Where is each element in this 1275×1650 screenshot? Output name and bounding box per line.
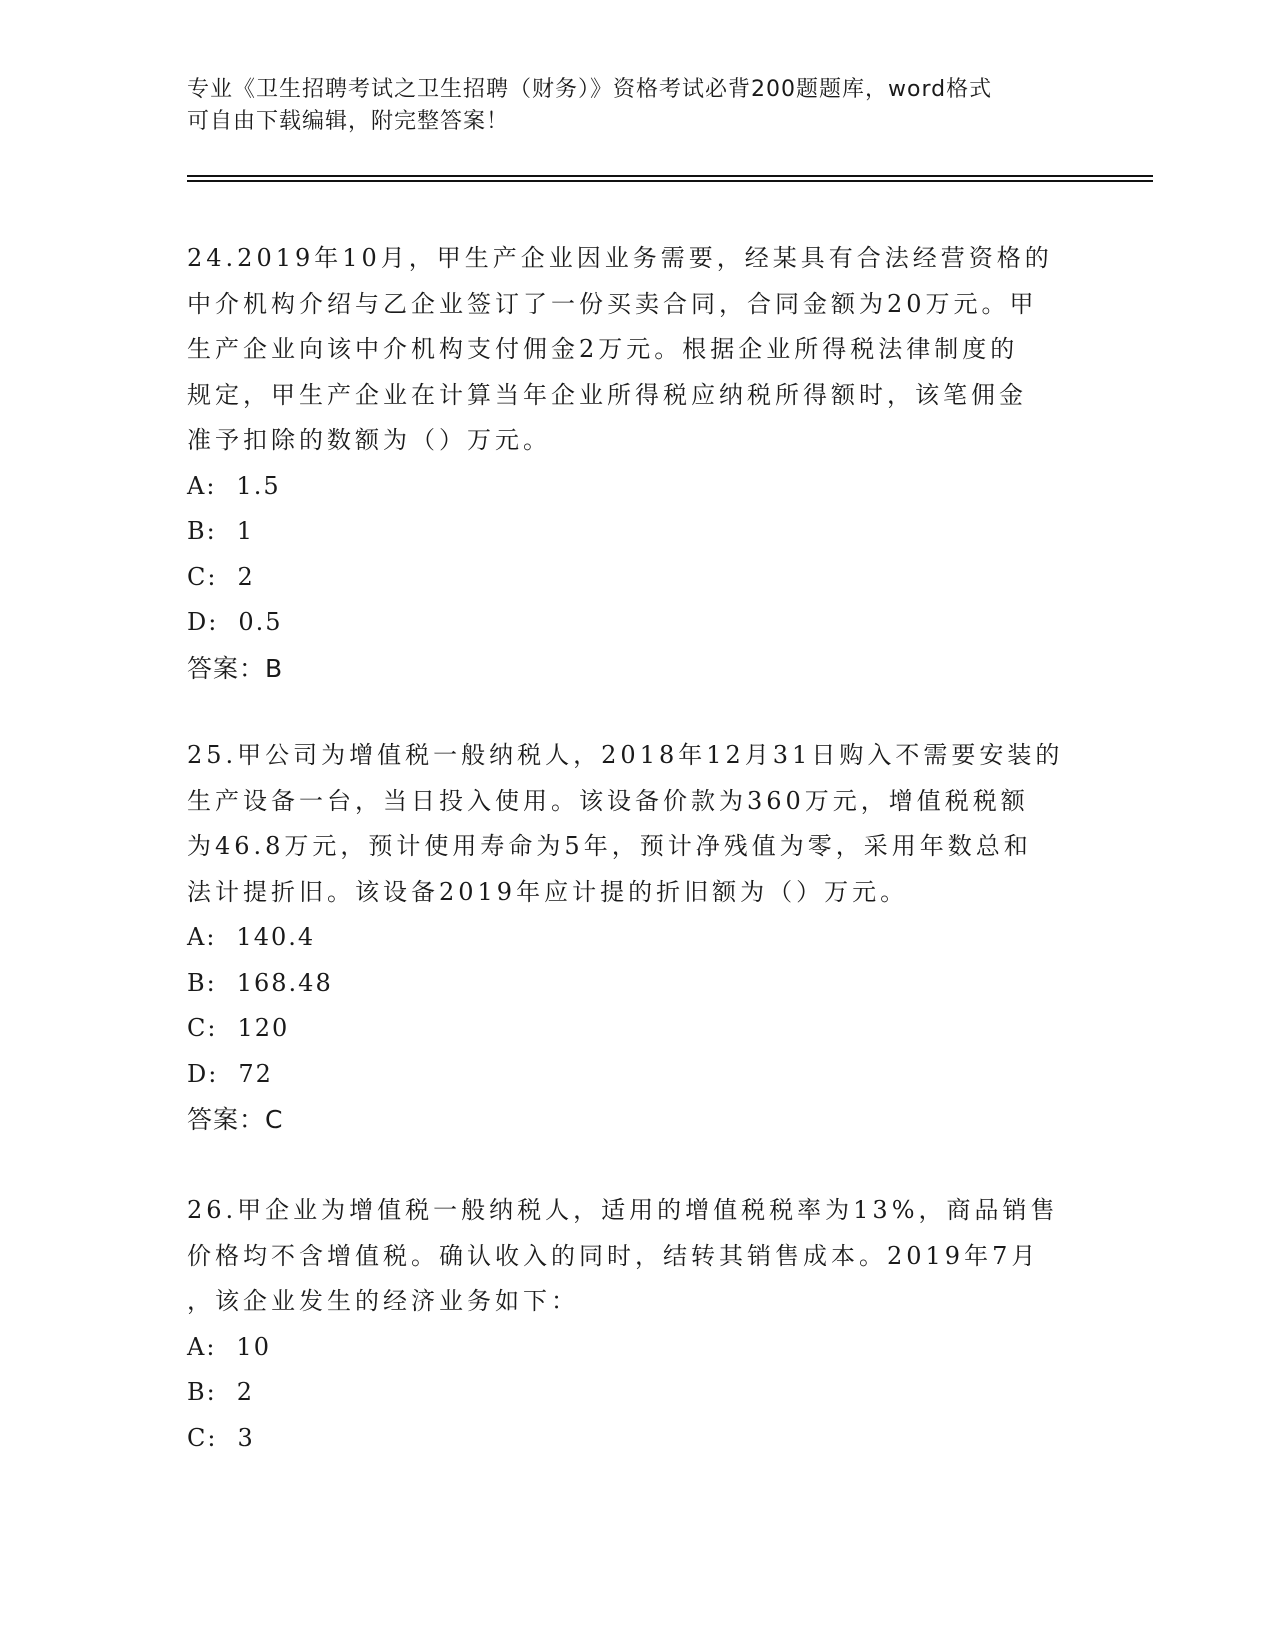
answer-line: 答案：C — [187, 1105, 284, 1134]
option-value: 120 — [237, 1014, 290, 1042]
header-divider-bottom — [187, 180, 1153, 182]
option-value: 2 — [236, 1378, 255, 1406]
option-c — [187, 1416, 1087, 1462]
option-value: 72 — [238, 1059, 273, 1088]
question-text — [187, 733, 1087, 915]
header-line-2: 可自由下载编辑，附完整答案！ — [187, 109, 510, 134]
question-line: ，该企业发生的经济业务如下： — [187, 1287, 579, 1315]
question-24 — [187, 236, 1087, 691]
option-value: 0.5 — [238, 608, 283, 636]
option-c — [187, 555, 1087, 601]
question-line: 为46.8万元，预计使用寿命为5年，预计净残值为零，采用年数总和 — [187, 832, 1032, 860]
option-letter: A: — [187, 1332, 217, 1361]
question-line: 法计提折旧。该设备2019年应计提的折旧额为（）万元。 — [187, 877, 909, 906]
option-letter: C: — [187, 562, 218, 591]
option-letter: A: — [187, 923, 217, 951]
option-value: 140.4 — [236, 923, 316, 951]
option-b — [187, 509, 1087, 555]
question-text — [187, 1188, 1087, 1325]
document-header — [187, 74, 1067, 138]
option-letter: D: — [187, 1059, 219, 1088]
question-line: 生产企业向该中介机构支付佣金2万元。根据企业所得税法律制度的 — [187, 335, 1019, 363]
answer-line: 答案：B — [187, 653, 284, 683]
option-value: 1.5 — [236, 471, 281, 500]
header-line-1: 专业《卫生招聘考试之卫生招聘（财务）》资格考试必背200题题库，word格式 — [187, 77, 993, 102]
option-b — [187, 961, 1087, 1007]
question-line: 价格均不含增值税。确认收入的同时，结转其销售成本。2019年7月 — [187, 1241, 1040, 1270]
question-text — [187, 236, 1087, 464]
question-line: 生产设备一台，当日投入使用。该设备价款为360万元，增值税税额 — [187, 786, 1029, 815]
option-value: 168.48 — [236, 968, 333, 997]
option-a — [187, 1325, 1087, 1371]
option-value: 10 — [236, 1332, 271, 1361]
question-25 — [187, 733, 1087, 1142]
option-value: 2 — [237, 562, 255, 591]
question-line: 24.2019年10月，甲生产企业因业务需要，经某具有合法经营资格的 — [187, 244, 1053, 272]
option-letter: D: — [187, 608, 219, 636]
question-line: 准予扣除的数额为（）万元。 — [187, 426, 551, 454]
option-d — [187, 1052, 1087, 1098]
option-letter: B: — [187, 1378, 217, 1406]
option-letter: C: — [187, 1014, 218, 1042]
option-letter: A: — [187, 471, 217, 500]
question-26 — [187, 1188, 1087, 1461]
option-a — [187, 464, 1087, 510]
option-value: 1 — [236, 517, 255, 545]
question-line: 规定，甲生产企业在计算当年企业所得税应纳税所得额时，该笔佣金 — [187, 380, 1027, 409]
header-divider-top — [187, 175, 1153, 177]
option-value: 3 — [237, 1423, 255, 1452]
option-letter: B: — [187, 517, 217, 545]
option-letter: C: — [187, 1423, 218, 1452]
option-letter: B: — [187, 968, 217, 997]
option-d — [187, 600, 1087, 646]
question-line: 26.甲企业为增值税一般纳税人，适用的增值税税率为13%，商品销售 — [187, 1196, 1059, 1224]
option-a — [187, 915, 1087, 961]
question-line: 25.甲公司为增值税一般纳税人，2018年12月31日购入不需要安装的 — [187, 741, 1064, 769]
option-c — [187, 1006, 1087, 1052]
question-line: 中介机构介绍与乙企业签订了一份买卖合同，合同金额为20万元。甲 — [187, 289, 1038, 318]
option-b — [187, 1370, 1087, 1416]
